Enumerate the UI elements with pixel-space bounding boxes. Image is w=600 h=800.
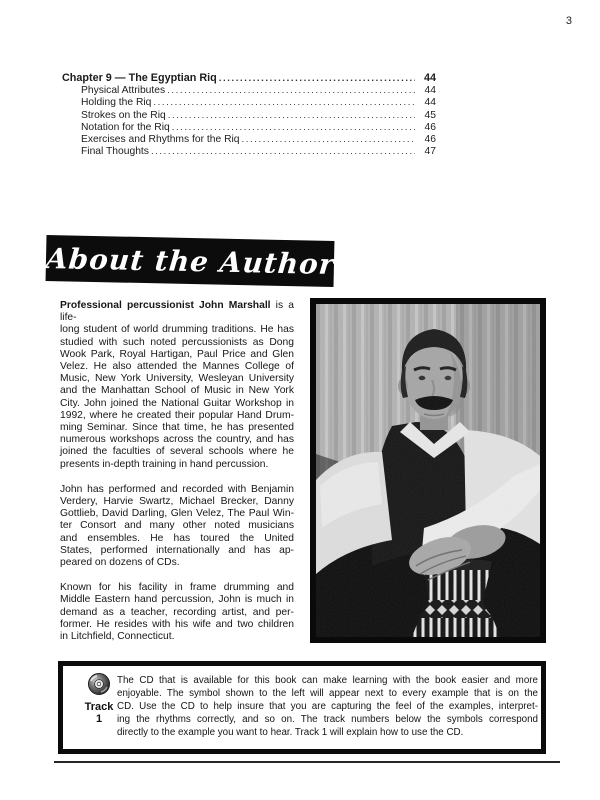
text-line: and the Manhattan School of Music in New York [60,385,294,397]
bio-paragraph-2 [60,484,294,569]
dot-leader [153,97,415,109]
toc-entry-page: 46 [424,134,436,146]
author-name-bold: Professional percussionist John Marshall [60,300,271,311]
toc-row-chapter-9 [62,72,436,85]
text-line: Verdery, Harvie Swartz, Michael Brecker, Danny [60,496,294,508]
bio-paragraph-3 [60,582,294,643]
text-line: demand as a teacher, recording artist, and per- [60,606,294,618]
author-bio-column [60,300,294,656]
text-line: Gottlieb, David Darling, Glen Velez, The Paul Win- [60,508,294,520]
text-line: States, performed internationally and has ap- [60,544,294,556]
bio-lead-line [60,300,294,324]
author-photo [310,298,546,643]
text-line: John has performed and recorded with Benjamin [60,483,294,495]
text-line: ing the rhythms correctly, and so on. The track numbers below the symbols correspond [117,714,538,726]
text-line: enjoyable. The symbol shown to the left will appear next to every example that is on the [117,688,538,700]
footer-rule [54,761,560,763]
cd-note-text [117,674,538,739]
text-line: studied with such noted percussionists as Dong [60,336,294,348]
text-line: long student of world drumming traditions. He has [60,324,294,336]
toc-row [62,97,436,109]
toc-entry-label: Holding the Riq [81,97,152,109]
text-line: Velez. He also attended the Mannes College of [60,361,294,373]
toc-row [62,110,436,122]
toc-entry-page: 45 [424,109,436,121]
dot-leader [242,134,415,146]
text-line: Wook Park, Royal Hartigan, Paul Price and Glen [60,348,294,360]
cd-note-box [58,661,546,754]
text-line: ter Consort and many other noted musicians [60,520,294,532]
toc-entry-label: Final Thoughts [81,146,149,158]
bio-paragraph-1-lines [60,324,294,470]
text-line: former. He resides with his wife and two children [60,618,294,630]
text-line: numerous workshops across the country, and has [60,434,294,446]
toc-row [62,134,436,146]
toc-entry-label: Chapter 9 — The Egyptian Riq [62,72,217,84]
toc-entry-label: Strokes on the Riq [81,109,166,121]
text-line: City. John joined the National Guitar Workshop in [60,397,294,409]
dot-leader [172,122,415,134]
text-line: 1992, where he created their popular Hand Drum- [60,409,294,421]
text-line: presents in-depth training in hand percussion. [60,458,269,470]
bio-paragraph-2-lines [60,484,294,569]
text-line: CD. Use the CD to help insure that you are capturing the feel of the examples, interpret- [117,701,538,713]
text-line: peared on dozens of CDs. [60,557,180,569]
section-banner [46,235,335,287]
text-line: ming Seminar. Since that time, he has presented [60,422,294,434]
toc-entry-label: Notation for the Riq [81,121,170,133]
text-line: Known for his facility in frame drumming and [60,582,294,594]
text-line: in Litchfield, Connecticut. [60,631,175,643]
toc-entry-page: 44 [423,72,436,84]
text-line: and ensembles. He has toured the United [60,532,294,544]
track-label: Track [84,701,114,713]
toc-entry-label: Physical Attributes [81,85,166,97]
cd-icon [87,672,111,696]
toc-entry-page: 46 [424,121,436,133]
dot-leader [167,85,415,97]
toc-entry-page: 47 [424,146,436,158]
toc-entry-page: 44 [424,85,436,97]
dot-leader [219,72,415,85]
table-of-contents [62,72,436,158]
text-line: joined the faculties of several schools where he [60,446,294,458]
track-number: 1 [95,713,103,725]
toc-row [62,122,436,134]
page-number: 3 [565,15,572,27]
toc-row [62,85,436,97]
section-title: About the Author [44,241,336,281]
toc-row [62,146,436,158]
author-photo-graphic [316,304,540,637]
toc-entry-label: Exercises and Rhythms for the Riq [81,134,240,146]
text-line: directly to the example you want to hear. Track 1 will explain how to use the CD. [117,727,464,739]
dot-leader [151,146,415,158]
bio-paragraph-3-lines [60,582,294,643]
toc-entry-page: 44 [424,97,436,109]
lead-rest: is a life- [60,300,294,324]
text-line: The CD that is available for this book can make learning with the book easier and more [117,675,538,686]
dot-leader [168,110,415,122]
text-line: Music, New York University, Wesleyan University [60,373,294,385]
text-line: Middle Eastern hand percussion, John is much in [60,594,294,606]
bio-paragraph-1 [60,300,294,471]
